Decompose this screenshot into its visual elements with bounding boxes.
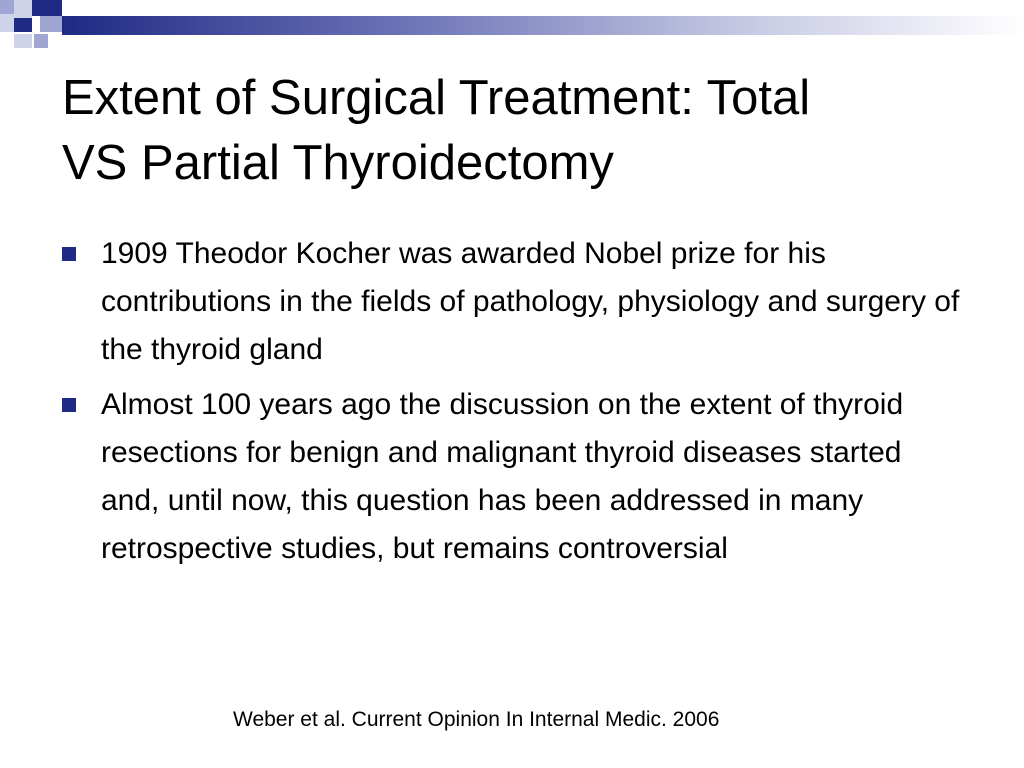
citation: Weber et al. Current Opinion In Internal Medic. 2006 [233,708,720,731]
slide-title-line-1: Extent of Surgical Treatment: Total [62,71,811,125]
bullet-text: 1909 Theodor Kocher was awarded Nobel prize for his contributions in the fields of pathology, physiology and surgery of the thyroid gland [101,237,960,366]
bullet-list [62,230,962,580]
slide-title-line-2: VS Partial Thyroidectomy [62,136,614,190]
decor-square [14,34,32,48]
decor-square [0,14,14,32]
square-bullet-icon [62,398,76,412]
bullet-item [62,381,962,573]
decor-square [0,0,14,14]
decorative-header [0,0,1024,60]
decor-square [14,0,32,18]
slide-title [62,66,962,196]
decor-square [40,16,62,32]
decor-square [14,18,32,32]
bullet-text: Almost 100 years ago the discussion on the extent of thyroid resections for benign and malignant thyroid diseases started and, until now, this question has been addressed in many retrospective studies, but remains controversial [101,388,904,565]
decor-square [34,34,48,48]
decor-square [32,0,62,16]
header-gradient-bar [62,16,1024,35]
square-bullet-icon [62,247,76,261]
bullet-item [62,230,962,374]
